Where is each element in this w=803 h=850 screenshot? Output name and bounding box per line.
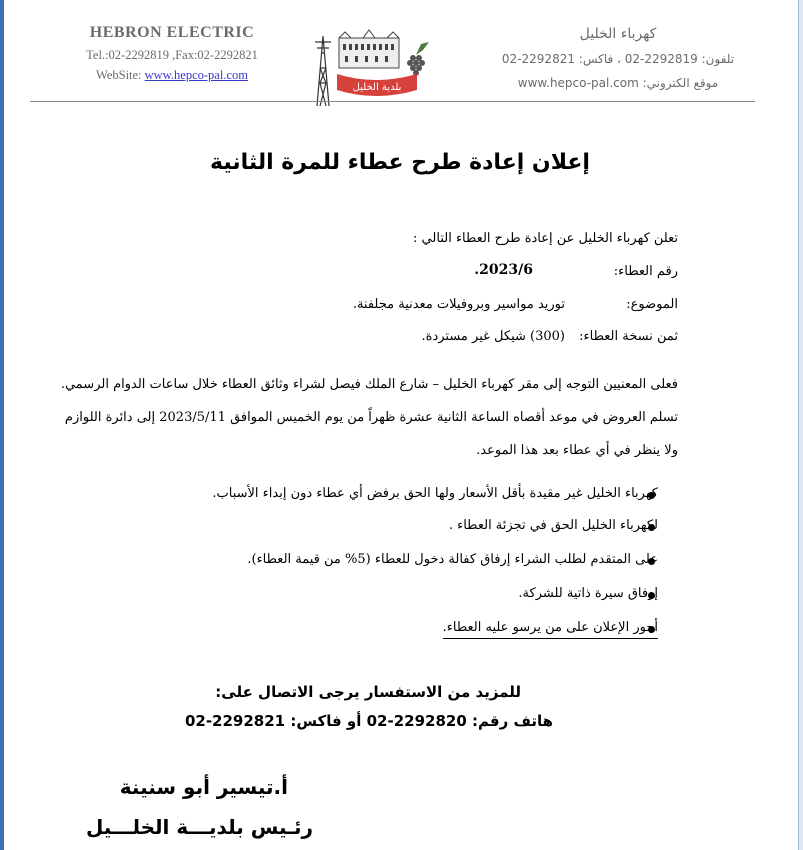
contact-heading: للمزيد من الاستفسار يرجى الاتصال على:: [215, 683, 521, 701]
website-label: WebSite:: [96, 68, 142, 82]
building-icon: [339, 30, 399, 68]
signatory-title: رئـيس بلديـــة الخلـــيل: [85, 815, 313, 839]
header-arabic: [488, 26, 748, 90]
phone-fax-en: Tel.:02-2292819 ,Fax:02-2292821: [86, 48, 258, 62]
paragraph-1: فعلى المعنيين التوجه إلى مقر كهرباء الخليل – شارع الملك فيصل لشراء وثائق العطاء خلال ساعات الدوام الرسمي.: [60, 377, 678, 392]
announcement-title: إعلان إعادة طرح عطاء للمرة الثانية: [210, 150, 590, 175]
tender-number-label: رقم العطاء:: [613, 264, 678, 279]
tender-number-value: 2023/6.: [474, 262, 533, 278]
window-frame-left: [0, 0, 4, 850]
bullet-item-1: كهرباء الخليل غير مقيدة بأقل الأسعار ولها الحق برفض أي عطاء دون إبداء الأسباب.: [212, 486, 658, 501]
company-name-en: HEBRON ELECTRIC: [89, 24, 255, 41]
contact-numbers: هاتف رقم: 2292820-02 أو فاكس: 2292821-02: [184, 712, 553, 730]
phone-fax-ar: تلفون: 2292819-02 ، فاكس: 2292821-02: [501, 52, 735, 66]
window-scrollbar[interactable]: [798, 0, 803, 850]
bullet-item-3: على المتقدم لطلب الشراء إرفاق كفالة دخول للعطاء (5% من قيمة العطاء).: [247, 552, 658, 567]
intro-text: تعلن كهرباء الخليل عن إعادة طرح العطاء التالي :: [413, 231, 678, 246]
signatory-name: أ.تيسير أبو سنينة: [119, 775, 288, 799]
paragraph-2: تسلم العروض في موعد أقصاه الساعة الثانية عشرة ظهراً من يوم الخميس الموافق 2023/5/11 إلى دائرة اللوازم: [64, 410, 678, 425]
hebron-logo: [305, 28, 445, 108]
website-link[interactable]: www.hepco-pal.com: [144, 68, 248, 82]
tender-subject-label: الموضوع:: [626, 297, 678, 312]
company-name-ar: كهرباء الخليل: [579, 26, 657, 42]
grapes-icon: [407, 42, 429, 76]
tender-price-value: (300) شيكل غير مستردة.: [421, 329, 565, 344]
tender-price-label: ثمن نسخة العطاء:: [579, 329, 678, 344]
header-english: [62, 24, 282, 83]
paragraph-3: ولا ينظر في أي عطاء بعد هذا الموعد.: [476, 443, 678, 458]
logo-banner-text: بلدية الخليل: [352, 82, 402, 93]
bullet-item-5: أجور الإعلان على من يرسو عليه العطاء.: [443, 620, 658, 639]
pylon-icon: [315, 36, 331, 106]
bullet-item-2: لكهرباء الخليل الحق في تجزئة العطاء .: [448, 518, 658, 533]
bullet-item-4: إرفاق سيرة ذاتية للشركة.: [518, 586, 658, 601]
website-en: [62, 68, 282, 83]
tender-subject-value: توريد مواسير وبروفيلات معدنية مجلفنة.: [352, 297, 565, 312]
website-ar: موقع الكتروني: www.hepco-pal.com: [517, 76, 719, 90]
header-divider: [30, 101, 755, 102]
